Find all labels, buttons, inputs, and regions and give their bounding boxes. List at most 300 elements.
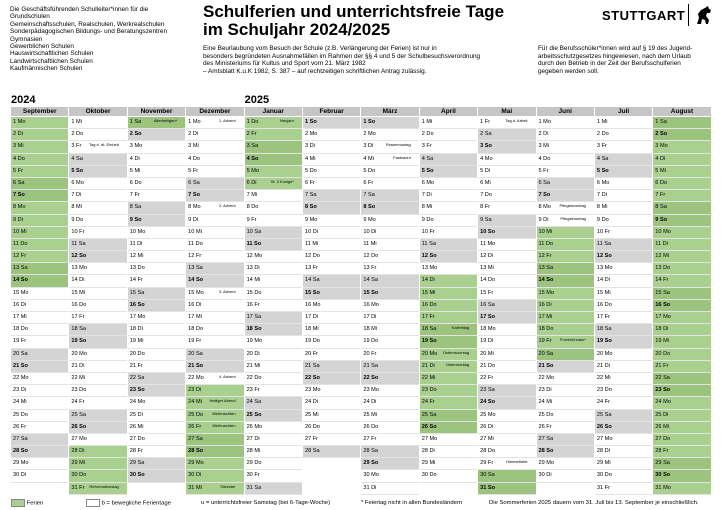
- day-cell: [653, 251, 710, 263]
- day-label: 25 Sa: [71, 411, 87, 418]
- legend: [11, 499, 716, 508]
- day-label: 2 Di: [188, 131, 199, 138]
- day-label: 28 Sa: [304, 448, 320, 455]
- year-label-2025: 2025: [244, 94, 270, 106]
- day-cell: [595, 129, 652, 141]
- day-cell: [128, 117, 185, 129]
- day-cell: [69, 446, 126, 458]
- day-label: 1 So: [363, 119, 376, 125]
- day-cell: [69, 215, 126, 227]
- day-cell: [186, 397, 243, 409]
- day-cell: [303, 324, 360, 336]
- day-cell: [361, 190, 418, 202]
- day-cell: [303, 190, 360, 202]
- day-label: 29 Mo: [13, 460, 29, 467]
- day-cell: [361, 202, 418, 214]
- day-label: 24 Mo: [129, 399, 146, 406]
- day-label: 8 Sa: [129, 204, 142, 211]
- day-cell: [245, 361, 302, 373]
- day-cell: [420, 202, 477, 214]
- day-label: 19 So: [596, 338, 612, 345]
- day-cell: [186, 275, 243, 287]
- day-label: 11 Sa: [71, 240, 86, 247]
- day-cell: [69, 166, 126, 178]
- day-cell: [653, 458, 710, 470]
- day-cell: [595, 434, 652, 446]
- day-cell: [478, 410, 535, 422]
- day-cell: [653, 300, 710, 312]
- day-label: 3 Di: [304, 143, 315, 150]
- month-column: [11, 117, 69, 495]
- day-cell: [69, 361, 126, 373]
- day-cell: [420, 483, 477, 495]
- day-cell: [11, 117, 68, 129]
- day-label: 16 Do: [596, 301, 612, 308]
- day-label: 8 So: [304, 204, 317, 211]
- day-label: 14 So: [188, 277, 204, 284]
- day-cell: [420, 458, 477, 470]
- day-cell: [11, 178, 68, 190]
- note-text: [538, 45, 718, 75]
- day-cell: [595, 312, 652, 324]
- day-cell: [478, 227, 535, 239]
- day-cell: [11, 458, 68, 470]
- day-label: 10 Fr: [71, 228, 85, 235]
- day-cell: [478, 336, 535, 348]
- day-label: 24 Fr: [596, 399, 610, 406]
- day-cell: [595, 324, 652, 336]
- day-cell: [303, 373, 360, 385]
- day-cell: [303, 300, 360, 312]
- day-label: 1 Fr: [480, 119, 491, 125]
- day-label: 30 Di: [188, 472, 202, 479]
- day-label: 14 Mi: [246, 277, 261, 284]
- day-cell: [303, 397, 360, 409]
- day-label: 20 Mo: [71, 350, 87, 357]
- day-label: 17 So: [480, 314, 496, 320]
- day-label: 3 Mi: [538, 143, 550, 150]
- day-label: 30 Di: [13, 472, 27, 479]
- day-label: 18 Di: [129, 326, 143, 333]
- day-cell: [653, 483, 710, 495]
- day-label: 17 Di: [363, 314, 377, 320]
- day-label: 30 So: [129, 472, 145, 479]
- day-cell: [653, 166, 710, 178]
- day-label: 1 Mo: [538, 119, 551, 125]
- school-list-line: Grundschulen: [10, 13, 50, 21]
- day-label: 20 Fr: [304, 350, 319, 357]
- day-label: 17 Mi: [13, 314, 27, 320]
- day-label: 15 Mo: [188, 289, 204, 296]
- day-label: 2 Do: [71, 131, 84, 138]
- day-cell: [303, 434, 360, 446]
- day-label: 18 Do: [188, 326, 204, 333]
- day-cell: [128, 288, 185, 300]
- day-cell: [478, 324, 535, 336]
- day-cell: [128, 263, 185, 275]
- day-cell: [128, 154, 185, 166]
- day-cell: [303, 361, 360, 373]
- day-cell: [186, 166, 243, 178]
- day-cell: [537, 312, 594, 324]
- day-label: 6 Do: [129, 179, 142, 186]
- school-list-line: Gymnasien: [10, 35, 43, 43]
- day-cell: [537, 336, 594, 348]
- day-label: 25 Mo: [480, 411, 496, 418]
- holiday-note: Tag d. dt. Einheit: [88, 142, 119, 148]
- day-cell: [595, 141, 652, 153]
- day-cell: [69, 324, 126, 336]
- day-cell: [69, 275, 126, 287]
- day-label: 22 Mi: [421, 374, 436, 381]
- day-cell: [595, 178, 652, 190]
- day-cell: [186, 361, 243, 373]
- day-label: 12 Do: [363, 253, 379, 260]
- day-cell: [537, 446, 594, 458]
- day-cell: [303, 410, 360, 422]
- day-label: 2 Fr: [246, 131, 257, 138]
- day-label: 17 Mi: [188, 314, 202, 320]
- day-cell: [303, 288, 360, 300]
- day-label: 9 So: [129, 216, 142, 223]
- day-label: 4 Sa: [71, 155, 83, 162]
- day-label: 11 So: [246, 240, 262, 247]
- holiday-note: Himmelfahrt: [505, 459, 528, 465]
- day-label: 16 Di: [538, 301, 552, 308]
- day-cell: [69, 141, 126, 153]
- day-cell: [303, 458, 360, 470]
- intro-line: des Ministeriums für Kultus und Sport vom 21. März 1982: [203, 60, 366, 68]
- month-header: Februar: [303, 107, 361, 116]
- day-cell: [11, 154, 68, 166]
- day-label: 4 Mo: [480, 155, 493, 162]
- day-cell: [128, 483, 185, 495]
- day-cell: [245, 300, 302, 312]
- day-cell: [245, 458, 302, 470]
- day-label: 1 Do: [246, 119, 259, 125]
- day-label: 12 So: [71, 253, 87, 260]
- day-label: 13 Sa: [538, 265, 554, 272]
- day-cell: [11, 324, 68, 336]
- day-cell: [537, 227, 594, 239]
- day-cell: [186, 227, 243, 239]
- day-cell: [595, 202, 652, 214]
- day-label: 10 Mo: [655, 228, 671, 235]
- day-cell: [653, 361, 710, 373]
- day-label: 10 Mi: [538, 228, 553, 235]
- day-cell: [653, 239, 710, 251]
- day-label: 22 Do: [246, 374, 262, 381]
- day-label: 21 Di: [71, 362, 85, 369]
- day-label: 11 Mi: [304, 240, 319, 247]
- day-cell: [128, 373, 185, 385]
- day-label: 31 Di: [363, 484, 377, 491]
- day-label: 6 Mo: [421, 179, 435, 186]
- day-cell: [537, 385, 594, 397]
- day-cell: [245, 434, 302, 446]
- day-label: 25 Mi: [304, 411, 319, 418]
- day-label: 18 Do: [13, 326, 28, 333]
- day-label: 19 Mi: [655, 338, 669, 345]
- day-label: 23 Di: [13, 387, 27, 394]
- day-cell: [69, 349, 126, 361]
- intro-line: besonders begründeten Ausnahmefällen im Rahmen der §§ 4 und 5 der Schulbesuchsverordnung: [203, 52, 481, 60]
- day-label: 20 Mo: [421, 350, 438, 357]
- day-label: 30 Do: [71, 472, 87, 479]
- day-label: 24 Sa: [246, 399, 262, 406]
- day-cell: [420, 239, 477, 251]
- legend-feiertag: * Feiertag nicht in allen Bundesländern: [361, 500, 463, 506]
- holiday-note: Karfreitag: [451, 325, 470, 331]
- day-cell: [186, 422, 243, 434]
- day-cell: [420, 300, 477, 312]
- day-cell: [303, 385, 360, 397]
- day-label: 7 Fr: [129, 192, 140, 199]
- day-cell: [537, 422, 594, 434]
- day-label: 7 Di: [71, 192, 82, 199]
- day-label: 13 Sa: [188, 265, 203, 272]
- holiday-note: Allerheiligen*: [153, 118, 178, 123]
- day-label: 31 Mi: [188, 484, 202, 491]
- day-cell: [11, 434, 68, 446]
- day-label: 13 Do: [129, 265, 145, 272]
- day-label: 12 Fr: [188, 253, 202, 260]
- day-cell: [478, 275, 535, 287]
- day-label: 4 Di: [655, 155, 666, 162]
- day-label: 21 So: [13, 362, 28, 369]
- day-label: 21 So: [538, 362, 554, 369]
- day-label: 2 Sa: [480, 131, 492, 138]
- day-cell: [69, 434, 126, 446]
- day-label: 12 Mi: [655, 253, 669, 260]
- day-cell: [245, 470, 302, 482]
- day-cell: [11, 166, 68, 178]
- month-header-row: [11, 107, 712, 116]
- day-label: 11 Mi: [363, 240, 377, 247]
- day-label: 22 Sa: [655, 374, 670, 381]
- day-label: 5 Do: [304, 167, 317, 174]
- day-cell: [245, 263, 302, 275]
- day-label: 14 Sa: [304, 277, 320, 284]
- day-label: 30 Do: [596, 472, 612, 479]
- day-label: 28 So: [188, 448, 204, 455]
- day-cell: [186, 373, 243, 385]
- day-cell: [653, 397, 710, 409]
- school-list: [10, 6, 195, 73]
- day-label: 3 Mi: [188, 143, 199, 150]
- day-label: 12 Fr: [538, 253, 552, 260]
- day-cell: [653, 434, 710, 446]
- day-cell: [653, 202, 710, 214]
- holiday-note: Fronleichnam*: [560, 337, 586, 343]
- day-label: 3 Fr: [421, 143, 432, 150]
- day-label: 24 Mo: [655, 399, 671, 406]
- day-cell: [11, 349, 68, 361]
- day-label: 25 Di: [655, 411, 669, 418]
- day-label: 14 So: [13, 277, 28, 284]
- day-label: 29 Fr: [480, 460, 494, 467]
- day-label: 16 Sa: [480, 301, 495, 308]
- day-cell: [69, 410, 126, 422]
- intro-text: [203, 45, 503, 75]
- day-label: 18 Mi: [304, 326, 319, 333]
- day-label: 7 Do: [480, 192, 492, 199]
- day-cell: [186, 410, 243, 422]
- day-label: 30 Do: [421, 472, 437, 479]
- day-label: 16 Di: [13, 301, 27, 308]
- day-cell: [653, 275, 710, 287]
- month-column: [478, 117, 536, 495]
- day-label: 26 Mi: [655, 423, 669, 430]
- day-cell: [595, 361, 652, 373]
- day-cell: [478, 202, 535, 214]
- day-cell: [595, 349, 652, 361]
- day-cell: [653, 470, 710, 482]
- day-cell: [245, 483, 302, 495]
- day-cell: [69, 336, 126, 348]
- day-label: 28 Mi: [246, 448, 261, 455]
- day-cell: [595, 410, 652, 422]
- logo-divider: [688, 4, 689, 26]
- day-cell: [653, 178, 710, 190]
- day-cell: [361, 373, 418, 385]
- day-cell: [69, 458, 126, 470]
- day-cell: [653, 349, 710, 361]
- day-label: 16 Fr: [246, 301, 260, 308]
- day-label: 16 So: [655, 301, 671, 308]
- day-cell: [478, 361, 535, 373]
- day-label: 25 Sa: [421, 411, 437, 418]
- day-cell: [420, 288, 477, 300]
- day-cell: [537, 215, 594, 227]
- day-cell: [537, 470, 594, 482]
- day-cell: [128, 129, 185, 141]
- day-cell: [537, 154, 594, 166]
- day-label: 7 Di: [421, 192, 432, 199]
- day-label: 22 Mi: [596, 374, 611, 381]
- day-cell: [478, 446, 535, 458]
- day-label: 27 Sa: [188, 435, 203, 442]
- day-cell: [653, 154, 710, 166]
- day-cell: [245, 227, 302, 239]
- day-cell: [478, 251, 535, 263]
- day-cell: [653, 117, 710, 129]
- month-header: Juli: [595, 107, 653, 116]
- day-cell: [186, 178, 243, 190]
- day-cell: [128, 410, 185, 422]
- day-label: 14 Di: [421, 277, 435, 284]
- day-cell: [420, 178, 477, 190]
- day-cell: [478, 385, 535, 397]
- day-cell: [303, 446, 360, 458]
- day-cell: [128, 202, 185, 214]
- day-label: 23 Mo: [363, 387, 379, 394]
- day-cell: [361, 349, 418, 361]
- day-cell: [245, 215, 302, 227]
- holiday-note: Neujahr: [279, 118, 294, 123]
- day-cell: [128, 446, 185, 458]
- day-label: 26 Do: [304, 423, 320, 430]
- day-cell: [595, 239, 652, 251]
- day-label: 26 Do: [363, 423, 379, 430]
- day-label: 5 Fr: [538, 167, 549, 174]
- day-label: 19 So: [71, 338, 87, 345]
- day-cell: [128, 336, 185, 348]
- day-cell: [537, 361, 594, 373]
- day-cell: [69, 300, 126, 312]
- day-cell: [361, 483, 418, 495]
- day-label: 5 Do: [363, 167, 376, 174]
- day-cell: [186, 349, 243, 361]
- day-label: 13 Mi: [480, 265, 494, 272]
- day-label: 12 So: [421, 253, 437, 260]
- day-label: 8 So: [363, 204, 376, 211]
- day-cell: [11, 239, 68, 251]
- day-cell: [11, 410, 68, 422]
- day-label: 19 Fr: [13, 338, 27, 345]
- day-cell: [186, 263, 243, 275]
- day-label: 8 Mi: [596, 204, 608, 211]
- day-cell: [420, 166, 477, 178]
- day-label: 27 Mo: [421, 435, 438, 442]
- note-line: Für die Berufsschüler*innen wird auf § 19 des Jugend-: [538, 45, 693, 52]
- day-cell: [69, 422, 126, 434]
- day-label: 2 Di: [13, 131, 23, 138]
- day-cell: [420, 385, 477, 397]
- day-label: 1 Mi: [596, 119, 608, 125]
- day-label: 6 Do: [655, 179, 668, 186]
- day-cell: [11, 336, 68, 348]
- month-column: [420, 117, 478, 495]
- day-cell: [303, 239, 360, 251]
- day-cell: [128, 385, 185, 397]
- day-label: 27 Do: [129, 435, 145, 442]
- day-cell: [245, 190, 302, 202]
- day-cell: [69, 227, 126, 239]
- day-label: 16 Mo: [363, 301, 379, 308]
- day-cell: [69, 312, 126, 324]
- day-cell: [69, 202, 126, 214]
- day-cell: [653, 215, 710, 227]
- day-cell: [69, 239, 126, 251]
- beweglich-swatch-icon: [86, 499, 100, 507]
- day-label: 24 Di: [363, 399, 377, 406]
- day-label: 9 Di: [188, 216, 199, 223]
- day-cell: [303, 227, 360, 239]
- day-cell: [128, 178, 185, 190]
- day-label: 12 Mo: [246, 253, 263, 260]
- day-cell: [361, 178, 418, 190]
- day-label: 9 Do: [596, 216, 609, 223]
- holiday-note: 1. Advent: [218, 118, 236, 123]
- page-title: [203, 3, 504, 39]
- day-label: 16 Mo: [304, 301, 321, 308]
- day-cell: [69, 154, 126, 166]
- holiday-note: Osternsonntag: [442, 349, 470, 355]
- day-label: 1 So: [304, 119, 317, 125]
- day-cell: [186, 251, 243, 263]
- day-cell: [303, 129, 360, 141]
- day-cell: [245, 385, 302, 397]
- day-label: 23 Di: [188, 387, 202, 394]
- day-label: 29 Sa: [655, 460, 670, 467]
- day-cell: [11, 141, 68, 153]
- day-cell: [478, 141, 535, 153]
- day-cell: [245, 178, 302, 190]
- day-label: 1 Mi: [421, 119, 433, 125]
- day-label: 4 So: [246, 155, 259, 162]
- day-label: 28 Fr: [129, 448, 143, 455]
